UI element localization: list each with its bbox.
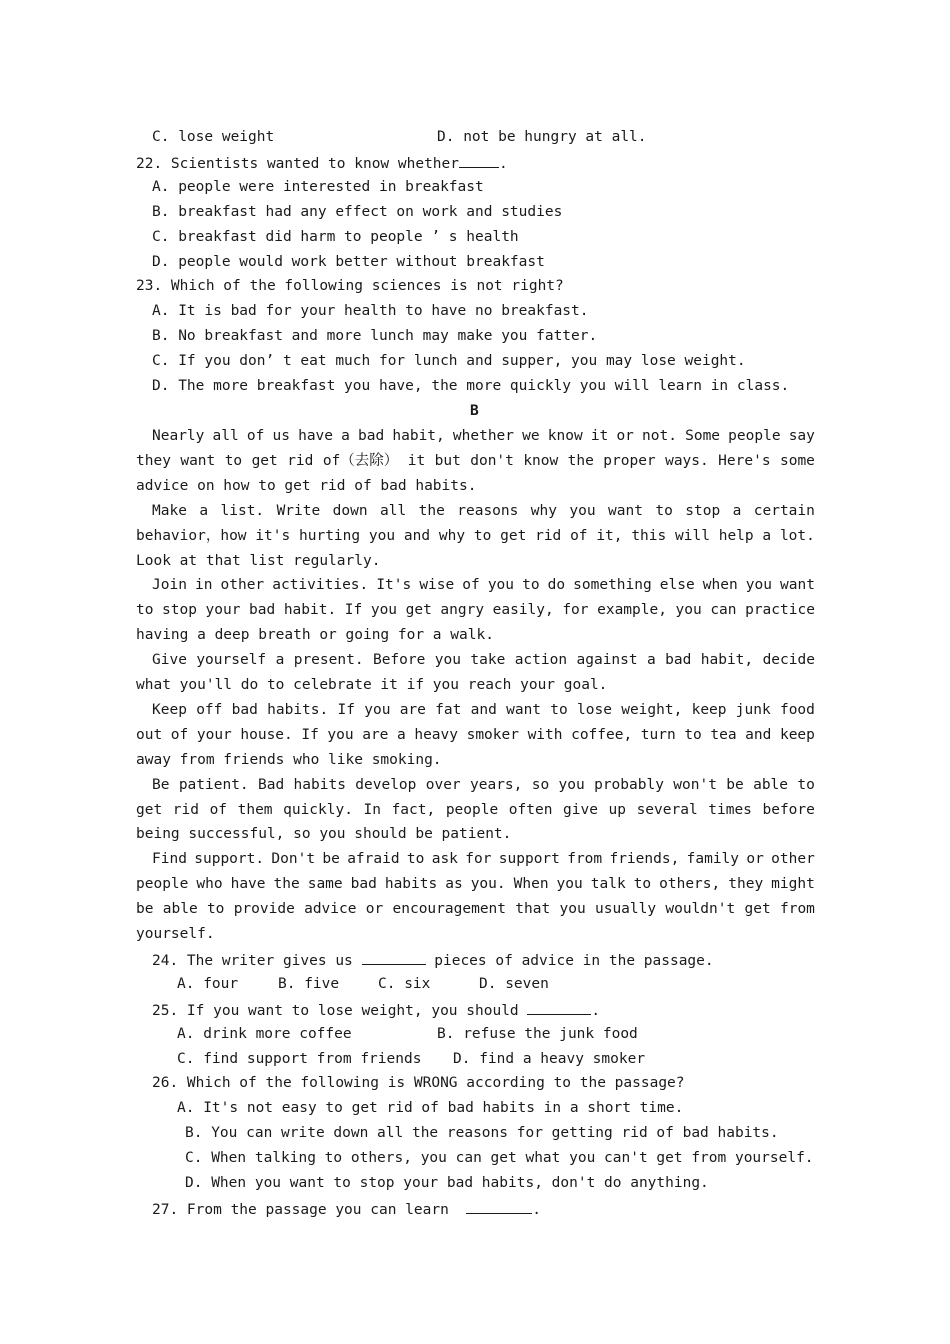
- answer-blank: [459, 153, 499, 168]
- passage-line: being successful, so you should be patient.: [136, 826, 512, 842]
- q25-option-c: C. find support from friends: [177, 1051, 422, 1067]
- q26-option-b: B. You can write down all the reasons for getting rid of bad habits.: [185, 1125, 779, 1141]
- passage-line: to stop your bad habit. If you get angry easily, for example, you can practice: [136, 602, 815, 618]
- passage-line: get rid of them quickly. In fact, people often give up several times before: [136, 802, 815, 818]
- q25-option-a: A. drink more coffee: [177, 1026, 352, 1042]
- answer-blank: [466, 1199, 532, 1214]
- passage-line: Look at that list regularly.: [136, 553, 381, 569]
- q25-option-b: B. refuse the junk food: [437, 1026, 638, 1042]
- q24-option-a: A. four: [177, 976, 239, 992]
- q26-stem: 26. Which of the following is WRONG according to the passage?: [152, 1075, 685, 1091]
- passage-line: Make a list. Write down all the reasons why you want to stop a certain: [152, 503, 815, 519]
- q23-option-c: C. If you don’ t eat much for lunch and supper, you may lose weight.: [152, 353, 746, 369]
- passage-line: away from friends who like smoking.: [136, 752, 442, 768]
- q25-stem-end: .: [591, 1003, 601, 1019]
- passage-line: yourself.: [136, 926, 215, 942]
- q25-option-d: D. find a heavy smoker: [453, 1051, 646, 1067]
- passage-line: out of your house. If you are a heavy smoker with coffee, turn to tea and keep: [136, 727, 815, 743]
- q24-stem-text: 24. The writer gives us: [152, 953, 353, 969]
- q22-option-c: C. breakfast did harm to people ’ s health: [152, 229, 519, 245]
- passage-line: be able to provide advice or encouragement that you usually wouldn't get from: [136, 901, 815, 917]
- section-heading: B: [470, 403, 479, 419]
- q25-stem: [152, 1000, 600, 1020]
- q27-stem: [152, 1199, 541, 1219]
- passage-line: they want to get rid of（去除） it but don't know the proper ways. Here's some: [136, 453, 815, 469]
- passage-line: Nearly all of us have a bad habit, whether we know it or not. Some people say: [152, 428, 815, 444]
- q22-stem: [136, 153, 508, 173]
- answer-blank: [362, 950, 426, 965]
- q24-option-b: B. five: [278, 976, 340, 992]
- q22-stem-text: 22. Scientists wanted to know whether: [136, 156, 460, 172]
- q21-option-d: D. not be hungry at all.: [437, 129, 647, 145]
- answer-blank: [527, 1000, 591, 1015]
- q23-option-a: A. It is bad for your health to have no breakfast.: [152, 303, 589, 319]
- passage-line: what you'll do to celebrate it if you reach your goal.: [136, 677, 608, 693]
- q26-option-c: C. When talking to others, you can get what you can't get from yourself.: [185, 1150, 814, 1166]
- q25-stem-text: 25. If you want to lose weight, you should: [152, 1003, 519, 1019]
- q23-option-d: D. The more breakfast you have, the more quickly you will learn in class.: [152, 378, 790, 394]
- q21-option-c: C. lose weight: [152, 129, 275, 145]
- q23-option-b: B. No breakfast and more lunch may make you fatter.: [152, 328, 598, 344]
- q22-option-d: D. people would work better without breakfast: [152, 254, 545, 270]
- passage-line: behavior，how it's hurting you and why to get rid of it, this will help a lot.: [136, 528, 815, 544]
- q22-option-a: A. people were interested in breakfast: [152, 179, 484, 195]
- passage-line: Give yourself a present. Before you take action against a bad habit, decide: [152, 652, 815, 668]
- q22-option-b: B. breakfast had any effect on work and studies: [152, 204, 563, 220]
- q27-stem-end: .: [532, 1202, 542, 1218]
- q23-stem: 23. Which of the following sciences is not right?: [136, 278, 564, 294]
- q26-option-d: D. When you want to stop your bad habits, don't do anything.: [185, 1175, 709, 1191]
- q27-stem-text: 27. From the passage you can learn: [152, 1202, 449, 1218]
- passage-line: advice on how to get rid of bad habits.: [136, 478, 477, 494]
- q24-stem: [152, 950, 714, 970]
- passage-line: Be patient. Bad habits develop over years, so you probably won't be able to: [152, 777, 815, 793]
- q22-stem-end: .: [499, 156, 508, 172]
- q24-stem-end: pieces of advice in the passage.: [434, 953, 714, 969]
- q24-option-d: D. seven: [479, 976, 549, 992]
- q26-option-a: A. It's not easy to get rid of bad habits in a short time.: [177, 1100, 684, 1116]
- passage-line: having a deep breath or going for a walk.: [136, 627, 494, 643]
- passage-line: Join in other activities. It's wise of you to do something else when you want: [152, 577, 815, 593]
- q24-option-c: C. six: [378, 976, 431, 992]
- passage-line: people who have the same bad habits as you. When you talk to others, they might: [136, 876, 815, 892]
- passage-line: Keep off bad habits. If you are fat and want to lose weight, keep junk food: [152, 702, 815, 718]
- passage-line: Find support. Don't be afraid to ask for support from friends, family or other: [152, 851, 815, 867]
